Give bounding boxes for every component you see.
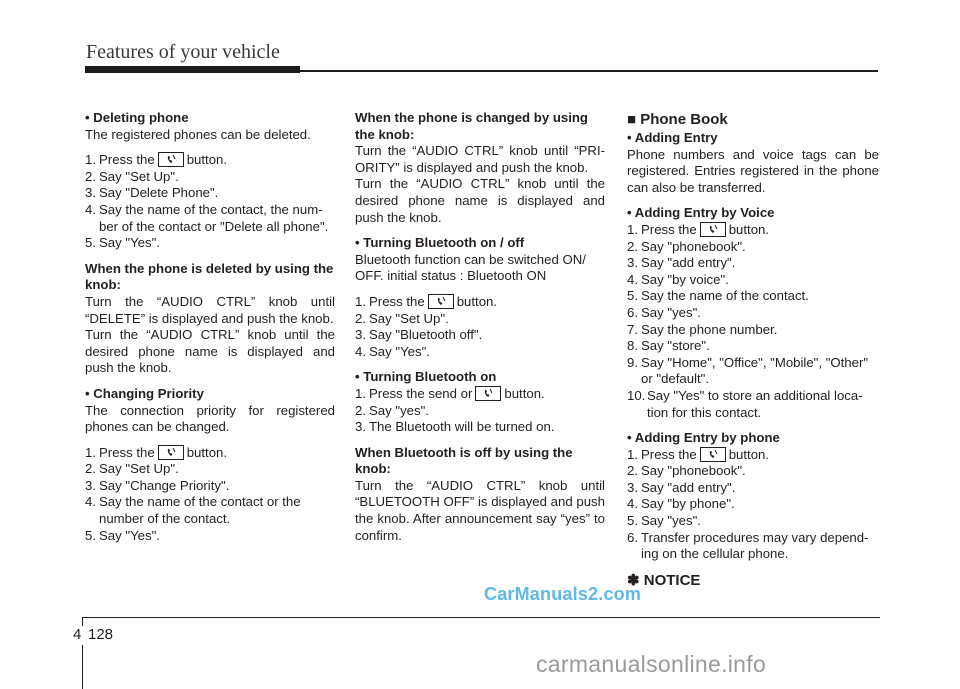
step-item: [627, 355, 879, 388]
step-item: [355, 294, 605, 311]
step-number: 6.: [627, 529, 638, 545]
step-number: 1.: [85, 152, 96, 168]
step-text: [641, 222, 879, 239]
phone-steps: [627, 447, 879, 563]
page-header-title: Features of your vehicle: [86, 41, 280, 63]
step-number: 5.: [627, 288, 638, 304]
step-item: [85, 494, 335, 527]
step-text-pre: Press the send or: [369, 385, 473, 401]
step-item: [355, 344, 605, 361]
step-number: 2.: [355, 310, 366, 326]
talk-button-icon: [428, 294, 454, 309]
bluetooth-steps: [355, 294, 605, 360]
step-number: 2.: [85, 168, 96, 184]
step-text: Say "Set Up".: [99, 461, 179, 477]
step-item: [85, 185, 335, 202]
step-text: Say "store".: [641, 338, 710, 354]
step-text: Say "phonebook".: [641, 238, 746, 254]
step-item: [627, 463, 879, 480]
step-item: [627, 322, 879, 339]
step-number: 4.: [627, 271, 638, 287]
step-number: 7.: [627, 321, 638, 337]
delete-knob-p1: Turn the “AUDIO CTRL” knob until “DELETE” is displayed and push the knob.: [85, 293, 335, 326]
step-number: 1.: [85, 444, 96, 460]
step-text-post: button.: [728, 221, 770, 237]
step-item: [627, 480, 879, 497]
step-item: [627, 239, 879, 256]
step-text: Say "add entry".: [641, 479, 736, 495]
step-item: [355, 419, 605, 436]
step-number: 5.: [85, 527, 96, 543]
bluetooth-off-knob-text: Turn the “AUDIO CTRL” knob until “BLUETOOTH OFF” is displayed and push the knob. After announcement say “yes” to confirm.: [355, 477, 605, 543]
step-number: 2.: [85, 461, 96, 477]
step-number: 2.: [627, 238, 638, 254]
step-text-post: button.: [456, 293, 498, 309]
step-text: Say "yes".: [641, 304, 701, 320]
step-item: [85, 478, 335, 495]
step-item: [627, 530, 879, 563]
step-text: Say the name of the contact, the num-ber of the contact or "Delete all phone".: [99, 201, 329, 234]
step-text: Say "Yes".: [99, 527, 160, 543]
step-item: [355, 386, 605, 403]
adding-by-voice-heading: • Adding Entry by Voice: [627, 205, 775, 221]
step-number: 3.: [627, 479, 638, 495]
column-1: [85, 110, 335, 544]
step-number: 3.: [355, 419, 366, 435]
footer-tick: [82, 618, 83, 626]
talk-button-icon: [475, 386, 501, 401]
page-number: 128: [88, 626, 114, 643]
delete-knob-heading: When the phone is deleted by using the knob:: [85, 260, 334, 293]
step-text: Say "phonebook".: [641, 463, 746, 479]
step-text: Say "Set Up".: [99, 168, 179, 184]
adding-entry-intro: Phone numbers and voice tags can be registered. Entries registered in the phone can also be transferred.: [627, 146, 879, 195]
talk-button-icon: [700, 222, 726, 237]
step-text: [641, 447, 879, 464]
step-number: 6.: [627, 304, 638, 320]
step-text: Say "Change Priority".: [99, 477, 230, 493]
changed-knob-p2: Turn the “AUDIO CTRL” knob until the desired phone name is displayed and push the knob.: [355, 176, 605, 225]
step-item: [627, 222, 879, 239]
step-number: 1.: [355, 293, 366, 309]
step-item: [85, 169, 335, 186]
step-number: 3.: [627, 255, 638, 271]
step-text: Say "Home", "Office", "Mobile", "Other" or "default".: [641, 354, 869, 387]
step-number: 1.: [355, 385, 366, 401]
step-number: 2.: [355, 402, 366, 418]
step-text-pre: Press the: [641, 221, 697, 237]
step-item: [355, 311, 605, 328]
step-number: 5.: [627, 513, 638, 529]
step-item: [85, 202, 335, 235]
step-text: Say "Delete Phone".: [99, 185, 219, 201]
column-3: [627, 110, 879, 590]
step-item: [355, 403, 605, 420]
header-bar: [85, 66, 300, 73]
bluetooth-off-knob-heading: When Bluetooth is off by using the knob:: [355, 444, 573, 477]
watermark-carmanualsonline: carmanualsonline.info: [536, 651, 767, 677]
step-text: Transfer procedures may vary depend-ing on the cellular phone.: [641, 529, 869, 562]
step-item: [627, 288, 879, 305]
changed-knob-heading: When the phone is changed by using the knob:: [355, 110, 588, 142]
step-text: Say "add entry".: [641, 255, 736, 271]
step-item: [627, 496, 879, 513]
talk-button-icon: [700, 447, 726, 462]
step-text-post: button.: [504, 385, 545, 401]
step-number: 9.: [627, 354, 638, 370]
step-text-post: button.: [728, 446, 770, 462]
watermark-carmanuals2: CarManuals2.com: [484, 584, 642, 604]
step-number: 10.: [627, 387, 646, 403]
bluetooth-onoff-intro: Bluetooth function can be switched ON/ OFF. initial status : Bluetooth ON: [355, 251, 586, 284]
step-text: Say "Set Up".: [369, 310, 449, 326]
changed-knob-p1: Turn the “AUDIO CTRL” knob until “PRI-ORITY” is displayed and push the knob.: [355, 143, 605, 175]
step-number: 4.: [355, 343, 366, 359]
step-number: 5.: [85, 235, 96, 251]
talk-button-icon: [158, 445, 184, 460]
step-text: Say "Yes" to store an additional loca-tion for this contact.: [647, 387, 863, 420]
step-text-pre: Press the: [369, 293, 425, 309]
step-text: Say "Bluetooth off".: [369, 327, 483, 343]
delete-knob-p2: Turn the “AUDIO CTRL” knob until the desired phone name is displayed and push the knob.: [85, 327, 335, 376]
step-number: 8.: [627, 338, 638, 354]
step-item: [355, 327, 605, 344]
deleting-steps: [85, 152, 335, 252]
bluetooth-onoff-heading: • Turning Bluetooth on / off: [355, 235, 525, 251]
bluetooth-on-steps: [355, 386, 605, 436]
step-item: [627, 305, 879, 322]
step-item: [627, 255, 879, 272]
step-item: [627, 447, 879, 464]
step-text: Say the name of the contact or the number of the contact.: [99, 494, 301, 527]
step-text-pre: Press the: [99, 152, 155, 168]
step-item: [627, 272, 879, 289]
step-number: 3.: [355, 327, 366, 343]
step-item: [85, 235, 335, 252]
talk-button-icon: [158, 152, 184, 167]
adding-entry-heading: • Adding Entry: [627, 130, 718, 145]
step-text-pre: Press the: [99, 444, 155, 460]
step-text: Say "yes".: [369, 402, 429, 418]
step-text: Say "by phone".: [641, 496, 735, 512]
notice-heading: ✽ NOTICE: [627, 571, 701, 589]
priority-steps: [85, 445, 335, 545]
step-text: Say "yes".: [641, 513, 701, 529]
step-text: Say "by voice".: [641, 271, 729, 287]
adding-by-phone-heading: • Adding Entry by phone: [627, 430, 780, 446]
step-text: [99, 445, 335, 462]
step-item: [85, 461, 335, 478]
step-number: 4.: [627, 496, 638, 512]
deleting-phone-intro: The registered phones can be deleted.: [85, 126, 311, 142]
step-number: 4.: [85, 201, 96, 217]
step-number: 2.: [627, 463, 638, 479]
step-text: Say the phone number.: [641, 321, 778, 337]
step-number: 1.: [627, 221, 638, 237]
header-rule: [300, 70, 878, 72]
chapter-number: 4: [73, 626, 82, 643]
deleting-phone-heading: • Deleting phone: [85, 110, 189, 125]
step-text-post: button.: [186, 444, 228, 460]
changing-priority-heading: • Changing Priority: [85, 385, 204, 401]
step-text: Say "Yes".: [369, 343, 430, 359]
step-text: [369, 386, 605, 403]
step-text: [99, 152, 335, 169]
step-number: 1.: [627, 446, 638, 462]
step-text: Say the name of the contact.: [641, 288, 809, 304]
step-item: [627, 388, 879, 421]
step-number: 3.: [85, 185, 96, 201]
footer-rule: [82, 617, 880, 618]
step-item: [85, 528, 335, 545]
footer-tick: [82, 645, 83, 689]
bluetooth-on-heading: • Turning Bluetooth on: [355, 369, 497, 385]
step-item: [85, 152, 335, 169]
voice-steps: [627, 222, 879, 421]
step-number: 3.: [85, 477, 96, 493]
step-number: 4.: [85, 494, 96, 510]
changing-priority-intro: The connection priority for registered phones can be changed.: [85, 402, 335, 435]
step-text-pre: Press the: [641, 446, 697, 462]
column-2: [355, 110, 605, 544]
step-text-post: button.: [186, 152, 228, 168]
step-text: [369, 294, 605, 311]
step-item: [627, 338, 879, 355]
step-item: [627, 513, 879, 530]
step-text: Say "Yes".: [99, 235, 160, 251]
step-text: The Bluetooth will be turned on.: [369, 419, 555, 435]
step-item: [85, 445, 335, 462]
phone-book-section-title: ■ Phone Book: [627, 111, 728, 128]
